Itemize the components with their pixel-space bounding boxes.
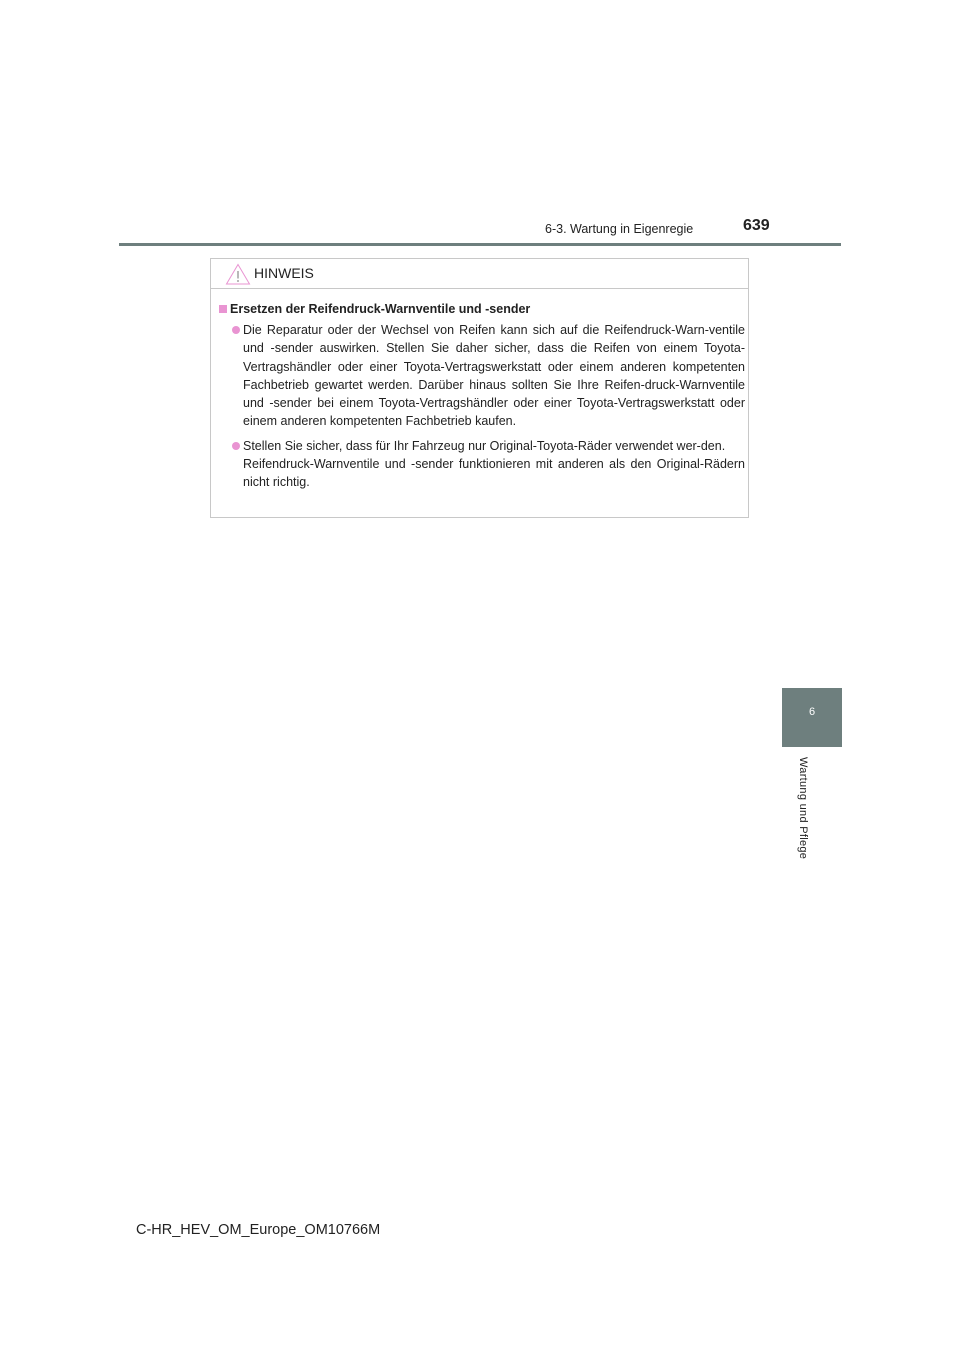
page-number: 639 xyxy=(743,217,770,234)
bullet-paragraph: Reifendruck-Warnventile und -sender funktionieren mit anderen als den Original-Rädern nicht richtig. xyxy=(243,457,745,490)
chapter-number: 6 xyxy=(808,706,816,718)
circle-bullet-icon xyxy=(232,442,240,450)
list-item xyxy=(219,321,745,431)
warning-triangle-icon xyxy=(225,263,251,285)
chapter-label: Wartung und Pflege xyxy=(797,757,809,860)
chapter-tab xyxy=(782,688,842,747)
section-heading xyxy=(219,301,745,317)
notice-title: HINWEIS xyxy=(254,265,314,281)
bullet-paragraph: Stellen Sie sicher, dass für Ihr Fahrzeug nur Original-Toyota-Räder verwendet wer-den. xyxy=(243,438,726,453)
notice-body xyxy=(219,301,745,492)
document-code: C-HR_HEV_OM_Europe_OM10766M xyxy=(136,1222,381,1238)
bullet-paragraph: Die Reparatur oder der Wechsel von Reifen kann sich auf die Reifendruck-Warn-ventile und -sender auswirken. Stellen Sie daher sicher, dass die Reifen von einem Toyota-Vertragshändler oder einer Toyota-Vertragswerkstatt oder einem anderen kompetenten Fachbetrieb gewartet werden. Darüber hinaus sollten Sie Ihre Reifen-druck-Warnventile und -sender bei einem Toyota-Vertragshändler oder einer Toyota-Vertragswerkstatt oder einem anderen kompetenten Fachbetrieb kaufen. xyxy=(243,323,745,429)
circle-bullet-icon xyxy=(232,326,240,334)
square-bullet-icon xyxy=(219,305,227,313)
header-divider xyxy=(119,243,841,246)
notice-box xyxy=(210,258,749,518)
section-heading-text: Ersetzen der Reifendruck-Warnventile und -sender xyxy=(230,302,531,316)
notice-header xyxy=(211,259,748,289)
header-section-title: 6-3. Wartung in Eigenregie xyxy=(545,222,694,236)
list-item xyxy=(219,437,745,492)
